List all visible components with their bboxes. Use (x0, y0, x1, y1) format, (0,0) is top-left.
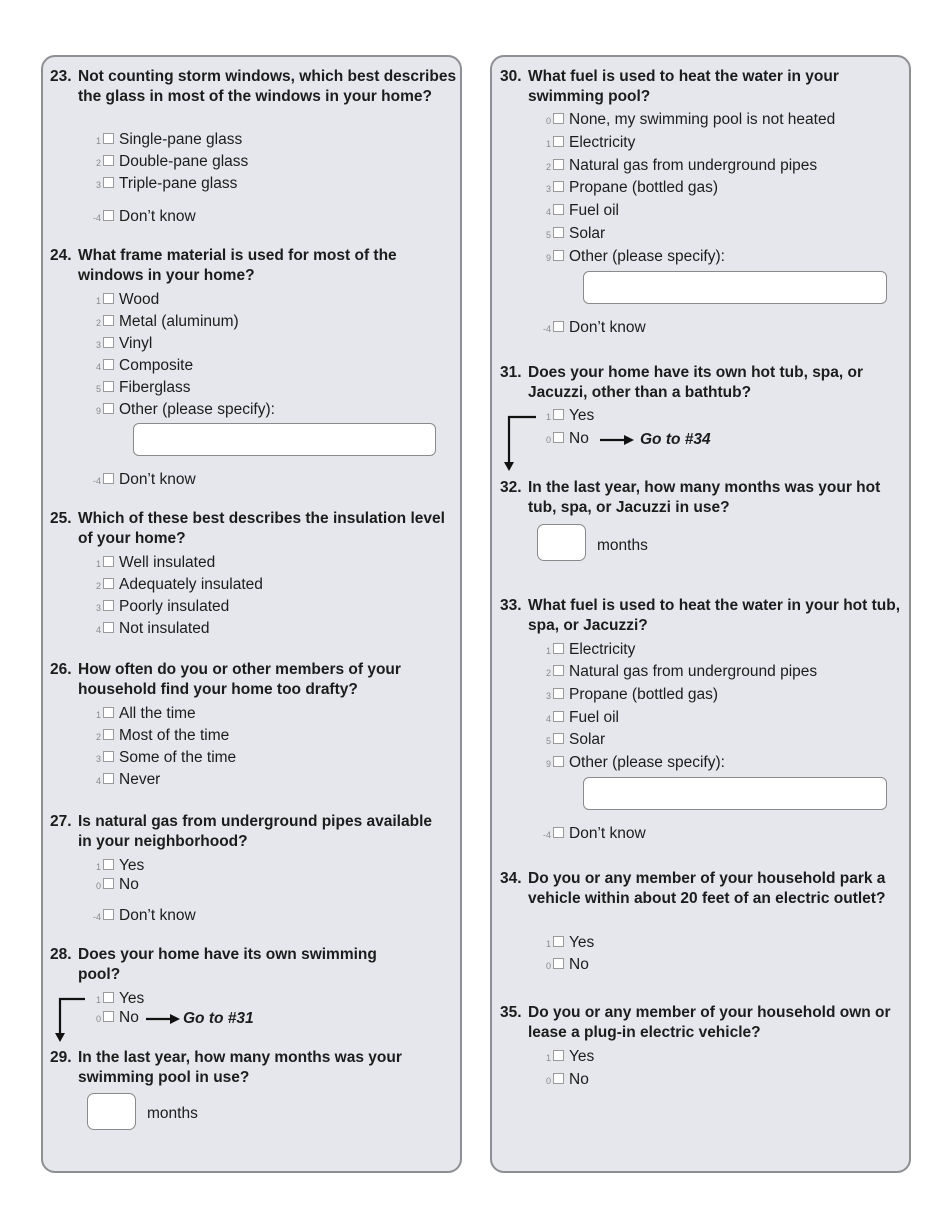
option-code: 5 (545, 736, 551, 746)
checkbox[interactable] (103, 578, 114, 589)
option-label: Yes (119, 990, 145, 1007)
left-question-panel (41, 55, 462, 1173)
option-label: Don’t know (119, 208, 196, 225)
checkbox[interactable] (553, 250, 564, 261)
option-label: Never (119, 771, 161, 788)
option-code: 1 (545, 412, 551, 422)
option-label: Natural gas from underground pipes (569, 663, 818, 680)
option-label: Other (please specify): (569, 248, 725, 265)
option-label: Adequately insulated (119, 576, 263, 593)
question-text: Does your home have its own hot tub, spa, or Jacuzzi, other than a bathtub? (528, 364, 864, 401)
option-code: 1 (545, 939, 551, 949)
option-label: Yes (569, 934, 595, 951)
question-number: 25. (50, 510, 72, 527)
skip-arrow-down (50, 995, 90, 1045)
skip-instruction: Go to #31 (183, 1010, 254, 1027)
checkbox[interactable] (553, 321, 564, 332)
checkbox[interactable] (553, 827, 564, 838)
option-label: None, my swimming pool is not heated (569, 111, 836, 128)
option-label: Poorly insulated (119, 598, 230, 615)
checkbox[interactable] (553, 432, 564, 443)
checkbox[interactable] (103, 473, 114, 484)
checkbox[interactable] (103, 1011, 114, 1022)
option-label: Solar (569, 225, 606, 242)
question-text: How often do you or other members of your household find your home too drafty? (78, 661, 401, 698)
option-label: Solar (569, 731, 606, 748)
option-label: Fuel oil (569, 202, 619, 219)
option-code: 1 (545, 139, 551, 149)
option-label: No (119, 876, 139, 893)
option-label: Wood (119, 291, 160, 308)
checkbox[interactable] (103, 133, 114, 144)
question-text: What fuel is used to heat the water in your hot tub, spa, or Jacuzzi? (528, 597, 901, 634)
checkbox[interactable] (103, 622, 114, 633)
checkbox[interactable] (103, 859, 114, 870)
question-number: 34. (500, 870, 522, 887)
option-code: 2 (95, 732, 101, 742)
checkbox[interactable] (103, 992, 114, 1003)
skip-arrow-right (600, 433, 636, 447)
months-input[interactable] (537, 524, 586, 561)
checkbox[interactable] (553, 936, 564, 947)
option-code: 3 (545, 691, 551, 701)
option-label: Don’t know (119, 471, 196, 488)
question-text: In the last year, how many months was your swimming pool in use? (78, 1049, 402, 1086)
option-code: 0 (545, 1076, 551, 1086)
option-label: Triple-pane glass (119, 175, 238, 192)
checkbox[interactable] (103, 359, 114, 370)
option-label: Propane (bottled gas) (569, 179, 719, 196)
other-specify-input[interactable] (583, 777, 887, 810)
checkbox[interactable] (553, 688, 564, 699)
question-number: 28. (50, 946, 72, 963)
option-code: 2 (545, 162, 551, 172)
option-code: 4 (95, 625, 101, 635)
checkbox[interactable] (553, 113, 564, 124)
option-code: 3 (95, 340, 101, 350)
option-code: 1 (95, 136, 101, 146)
option-label: Most of the time (119, 727, 230, 744)
option-label: Some of the time (119, 749, 237, 766)
checkbox[interactable] (103, 751, 114, 762)
question-text: Does your home have its own swimming pool? (78, 946, 377, 983)
checkbox[interactable] (103, 600, 114, 611)
option-label: Vinyl (119, 335, 153, 352)
option-code: 3 (95, 754, 101, 764)
option-code: 1 (95, 296, 101, 306)
option-code: 2 (95, 158, 101, 168)
option-label: Double-pane glass (119, 153, 249, 170)
checkbox[interactable] (103, 773, 114, 784)
checkbox[interactable] (103, 878, 114, 889)
checkbox[interactable] (553, 181, 564, 192)
option-code: 1 (95, 710, 101, 720)
option-label: No (569, 430, 589, 447)
option-label: Fiberglass (119, 379, 191, 396)
months-label: months (147, 1105, 198, 1122)
option-label: Don’t know (119, 907, 196, 924)
option-code: 1 (95, 862, 101, 872)
question-text: Is natural gas from underground pipes available in your neighborhood? (78, 813, 432, 850)
option-code: -4 (542, 324, 551, 334)
option-code: 4 (545, 207, 551, 217)
option-label: Metal (aluminum) (119, 313, 239, 330)
option-label: Don’t know (569, 319, 646, 336)
option-label: Yes (569, 407, 595, 424)
option-code: 0 (545, 116, 551, 126)
option-code: 1 (95, 559, 101, 569)
option-code: 0 (95, 881, 101, 891)
question-number: 33. (500, 597, 522, 614)
option-code: -4 (92, 213, 101, 223)
checkbox[interactable] (103, 403, 114, 414)
option-code: 1 (95, 995, 101, 1005)
option-label: All the time (119, 705, 196, 722)
option-label: Fuel oil (569, 709, 619, 726)
option-label: Electricity (569, 641, 636, 658)
option-code: 5 (95, 384, 101, 394)
option-label: Other (please specify): (119, 401, 275, 418)
checkbox[interactable] (553, 204, 564, 215)
months-label: months (597, 537, 648, 554)
option-code: -4 (92, 912, 101, 922)
option-code: 3 (95, 180, 101, 190)
months-input[interactable] (87, 1093, 136, 1130)
checkbox[interactable] (103, 293, 114, 304)
question-number: 23. (50, 68, 72, 85)
option-label: Propane (bottled gas) (569, 686, 719, 703)
option-code: 0 (545, 435, 551, 445)
question-text: In the last year, how many months was your hot tub, spa, or Jacuzzi in use? (528, 479, 881, 516)
option-code: 9 (545, 759, 551, 769)
question-text: Which of these best describes the insulation level of your home? (78, 510, 445, 547)
question-text: Not counting storm windows, which best describes the glass in most of the windows in your home? (78, 68, 457, 105)
option-label: Other (please specify): (569, 754, 725, 771)
checkbox[interactable] (103, 556, 114, 567)
option-label: Don’t know (569, 825, 646, 842)
option-label: Natural gas from underground pipes (569, 157, 818, 174)
option-code: 0 (545, 961, 551, 971)
option-code: -4 (542, 830, 551, 840)
option-code: 0 (95, 1014, 101, 1024)
question-number: 35. (500, 1004, 522, 1021)
option-label: Yes (569, 1048, 595, 1065)
question-number: 32. (500, 479, 522, 496)
checkbox[interactable] (553, 227, 564, 238)
checkbox[interactable] (553, 711, 564, 722)
question-number: 30. (500, 68, 522, 85)
question-number: 31. (500, 364, 522, 381)
option-label: Well insulated (119, 554, 216, 571)
option-label: Not insulated (119, 620, 210, 637)
option-code: 9 (545, 253, 551, 263)
option-label: No (569, 1071, 589, 1088)
option-label: No (569, 956, 589, 973)
question-number: 26. (50, 661, 72, 678)
option-code: 9 (95, 406, 101, 416)
checkbox[interactable] (553, 665, 564, 676)
other-specify-input[interactable] (583, 271, 887, 304)
question-text: What frame material is used for most of the windows in your home? (78, 247, 397, 284)
checkbox[interactable] (103, 315, 114, 326)
checkbox[interactable] (553, 409, 564, 420)
checkbox[interactable] (103, 729, 114, 740)
checkbox[interactable] (103, 210, 114, 221)
skip-arrow-down (499, 412, 541, 474)
option-code: 1 (545, 1053, 551, 1063)
option-code: 3 (95, 603, 101, 613)
checkbox[interactable] (103, 155, 114, 166)
checkbox[interactable] (553, 958, 564, 969)
checkbox[interactable] (103, 337, 114, 348)
checkbox[interactable] (553, 159, 564, 170)
checkbox[interactable] (103, 177, 114, 188)
question-text: Do you or any member of your household park a vehicle within about 20 feet of an electric outlet? (528, 870, 886, 907)
checkbox[interactable] (553, 1073, 564, 1084)
option-code: 2 (95, 581, 101, 591)
option-code: 2 (545, 668, 551, 678)
option-code: 4 (95, 776, 101, 786)
option-label: Yes (119, 857, 145, 874)
other-specify-input[interactable] (133, 423, 436, 456)
skip-instruction: Go to #34 (640, 431, 711, 448)
question-number: 27. (50, 813, 72, 830)
checkbox[interactable] (553, 136, 564, 147)
question-number: 29. (50, 1049, 72, 1066)
question-number: 24. (50, 247, 72, 264)
skip-arrow-right (146, 1012, 182, 1026)
option-label: Electricity (569, 134, 636, 151)
option-code: 5 (545, 230, 551, 240)
checkbox[interactable] (553, 643, 564, 654)
option-code: 4 (95, 362, 101, 372)
checkbox[interactable] (553, 733, 564, 744)
option-label: Single-pane glass (119, 131, 243, 148)
option-label: Composite (119, 357, 194, 374)
option-code: 2 (95, 318, 101, 328)
option-code: 3 (545, 184, 551, 194)
option-code: -4 (92, 476, 101, 486)
checkbox[interactable] (553, 1050, 564, 1061)
question-text: What fuel is used to heat the water in your swimming pool? (528, 68, 839, 105)
option-code: 4 (545, 714, 551, 724)
checkbox[interactable] (103, 381, 114, 392)
option-code: 1 (545, 646, 551, 656)
checkbox[interactable] (553, 756, 564, 767)
checkbox[interactable] (103, 707, 114, 718)
checkbox[interactable] (103, 909, 114, 920)
question-text: Do you or any member of your household own or lease a plug-in electric vehicle? (528, 1004, 891, 1041)
option-label: No (119, 1009, 139, 1026)
